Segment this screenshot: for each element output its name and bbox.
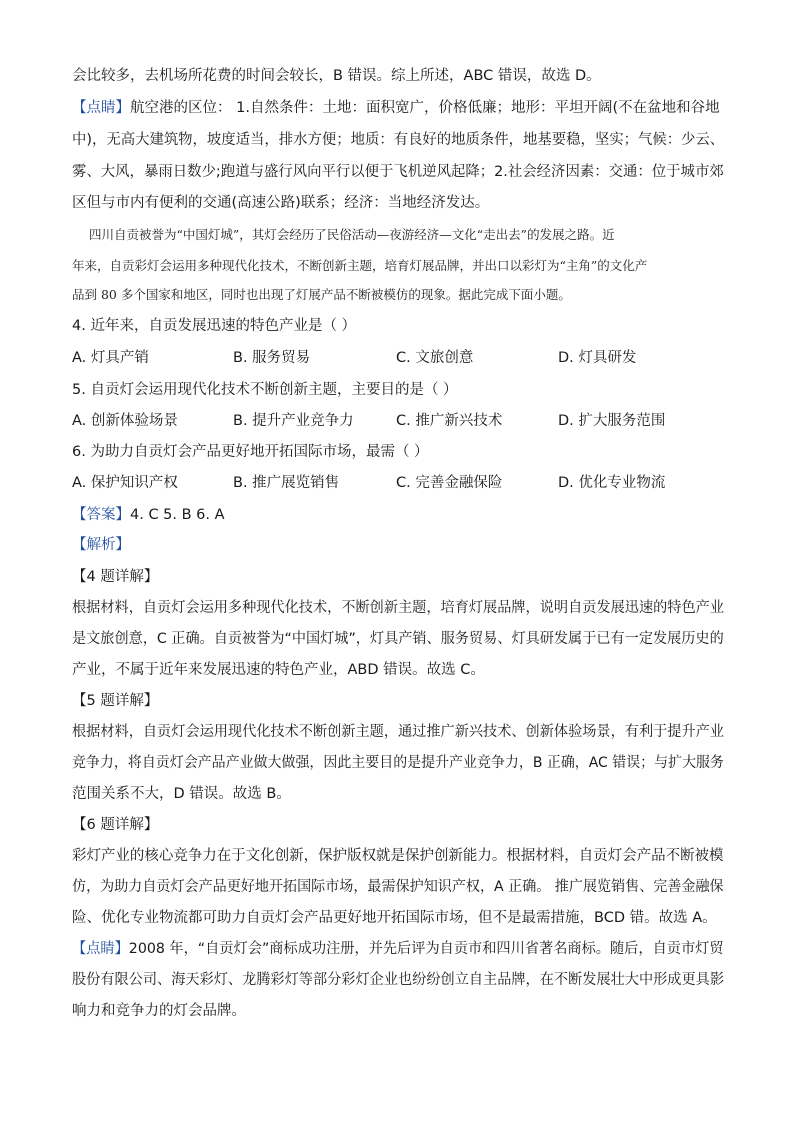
detail-5-line: 范围关系不大，D 错误。故选 B。 [72, 786, 291, 802]
detail-4-heading: 【4 题详解】 [72, 569, 159, 585]
q6-option-d: D. 优化专业物流 [558, 475, 666, 491]
answer-text: 4. C 5. B 6. A [130, 507, 225, 523]
text-line: 中)，无高大建筑物，坡度适当，排水方便；地质：有良好的地质条件，地基要稳，坚实；气候：少云、 [72, 132, 725, 148]
tip-line [72, 98, 720, 118]
q6-option-c: C. 完善金融保险 [396, 475, 503, 491]
question-6-stem: 6. 为助力自贡灯会产品更好地开拓国际市场，最需（ ） [72, 444, 429, 460]
q6-option-b: B. 推广展览销售 [233, 475, 340, 491]
q4-option-a: A. 灯具产销 [72, 350, 149, 366]
detail-6-line: 仿，为助力自贡灯会产品更好地开拓国际市场，最需保护知识产权，A 正确。 推广展览销售、完善金融保 [72, 879, 724, 895]
detail-5-line: 竞争力，将自贡灯会产品产业做大做强，因此主要目的是提升产业竞争力，B 正确，AC 错误；与扩大服务 [72, 755, 724, 771]
text-line: 区但与市内有便利的交通(高速公路)联系；经济：当地经济发达。 [72, 195, 490, 211]
q4-option-c: C. 文旅创意 [396, 350, 474, 366]
tip2-line: 响力和竞争力的灯会品牌。 [72, 1003, 246, 1019]
q5-option-a: A. 创新体验场景 [72, 413, 178, 429]
detail-6-line: 险、优化专业物流都可助力自贡灯会产品更好地开拓国际市场，但不是最需措施，BCD 错。故选 A。 [72, 910, 717, 926]
q5-option-d: D. 扩大服务范围 [558, 413, 666, 429]
detail-6-line: 彩灯产业的核心竞争力在于文化创新，保护版权就是保护创新能力。根据材料，自贡灯会产品不断被模 [72, 848, 724, 864]
detail-4-line: 是文旅创意，C 正确。自贡被誉为“中国灯城”，灯具产销、服务贸易、灯具研发属于已有一定发展历史的 [72, 631, 724, 647]
q5-option-c: C. 推广新兴技术 [396, 413, 503, 429]
question-5-stem: 5. 自贡灯会运用现代化技术不断创新主题，主要目的是（ ） [72, 382, 458, 398]
detail-4-line: 根据材料，自贡灯会运用多种现代化技术，不断创新主题，培育灯展品牌，说明自贡发展迅速的特色产业 [72, 600, 724, 616]
tip2-line: 股份有限公司、海天彩灯、龙腾彩灯等部分彩灯企业也纷纷创立自主品牌，在不断发展壮大中形成更具影 [72, 972, 724, 988]
question-4-stem: 4. 近年来，自贡发展迅速的特色产业是（ ） [72, 318, 357, 334]
q5-option-b: B. 提升产业竞争力 [233, 413, 354, 429]
tip2-line [72, 939, 724, 959]
detail-4-line: 产业，不属于近年来发展迅速的特色产业，ABD 错误。故选 C。 [72, 662, 485, 678]
detail-5-heading: 【5 题详解】 [72, 693, 159, 709]
analysis-heading: 【解析】 [72, 537, 130, 553]
tip2-text: 2008 年，“自贡灯会”商标成功注册，并先后评为自贡市和四川省著名商标。随后，自贡市灯贸 [128, 941, 724, 957]
q4-option-d: D. 灯具研发 [558, 350, 637, 366]
text-line: 雾、大风，暴雨日数少;跑道与盛行风向平行以便于飞机逆风起降；2.社会经济因素：交通：位于城市郊 [72, 164, 724, 180]
tip2-tag: 【点睛】 [72, 941, 129, 957]
detail-6-heading: 【6 题详解】 [72, 817, 159, 833]
text-line: 会比较多，去机场所花费的时间会较长，B 错误。综上所述，ABC 错误，故选 D。 [72, 68, 601, 84]
tip-tag: 【点睛】 [72, 100, 130, 116]
detail-5-line: 根据材料，自贡灯会运用现代化技术不断创新主题，通过推广新兴技术、创新体验场景，有利于提升产业 [72, 724, 724, 740]
q4-option-b: B. 服务贸易 [233, 350, 311, 366]
material-line: 四川自贡被誉为“中国灯城”，其灯会经历了民俗活动—夜游经济—文化“走出去”的发展之路。近 [89, 227, 615, 242]
material-line: 年来，自贡彩灯会运用多种现代化技术，不断创新主题，培育灯展品牌，并出口以彩灯为“主角”的文化产 [72, 258, 648, 273]
answer-tag: 【答案】 [72, 507, 130, 523]
answer-line [72, 505, 225, 525]
q6-option-a: A. 保护知识产权 [72, 475, 178, 491]
material-line: 品到 80 多个国家和地区，同时也出现了灯展产品不断被模仿的现象。据此完成下面小题。 [72, 287, 571, 302]
tip-text: 航空港的区位： 1.自然条件：土地：面积宽广，价格低廉；地形：平坦开阔(不在盆地和谷地 [130, 100, 720, 116]
